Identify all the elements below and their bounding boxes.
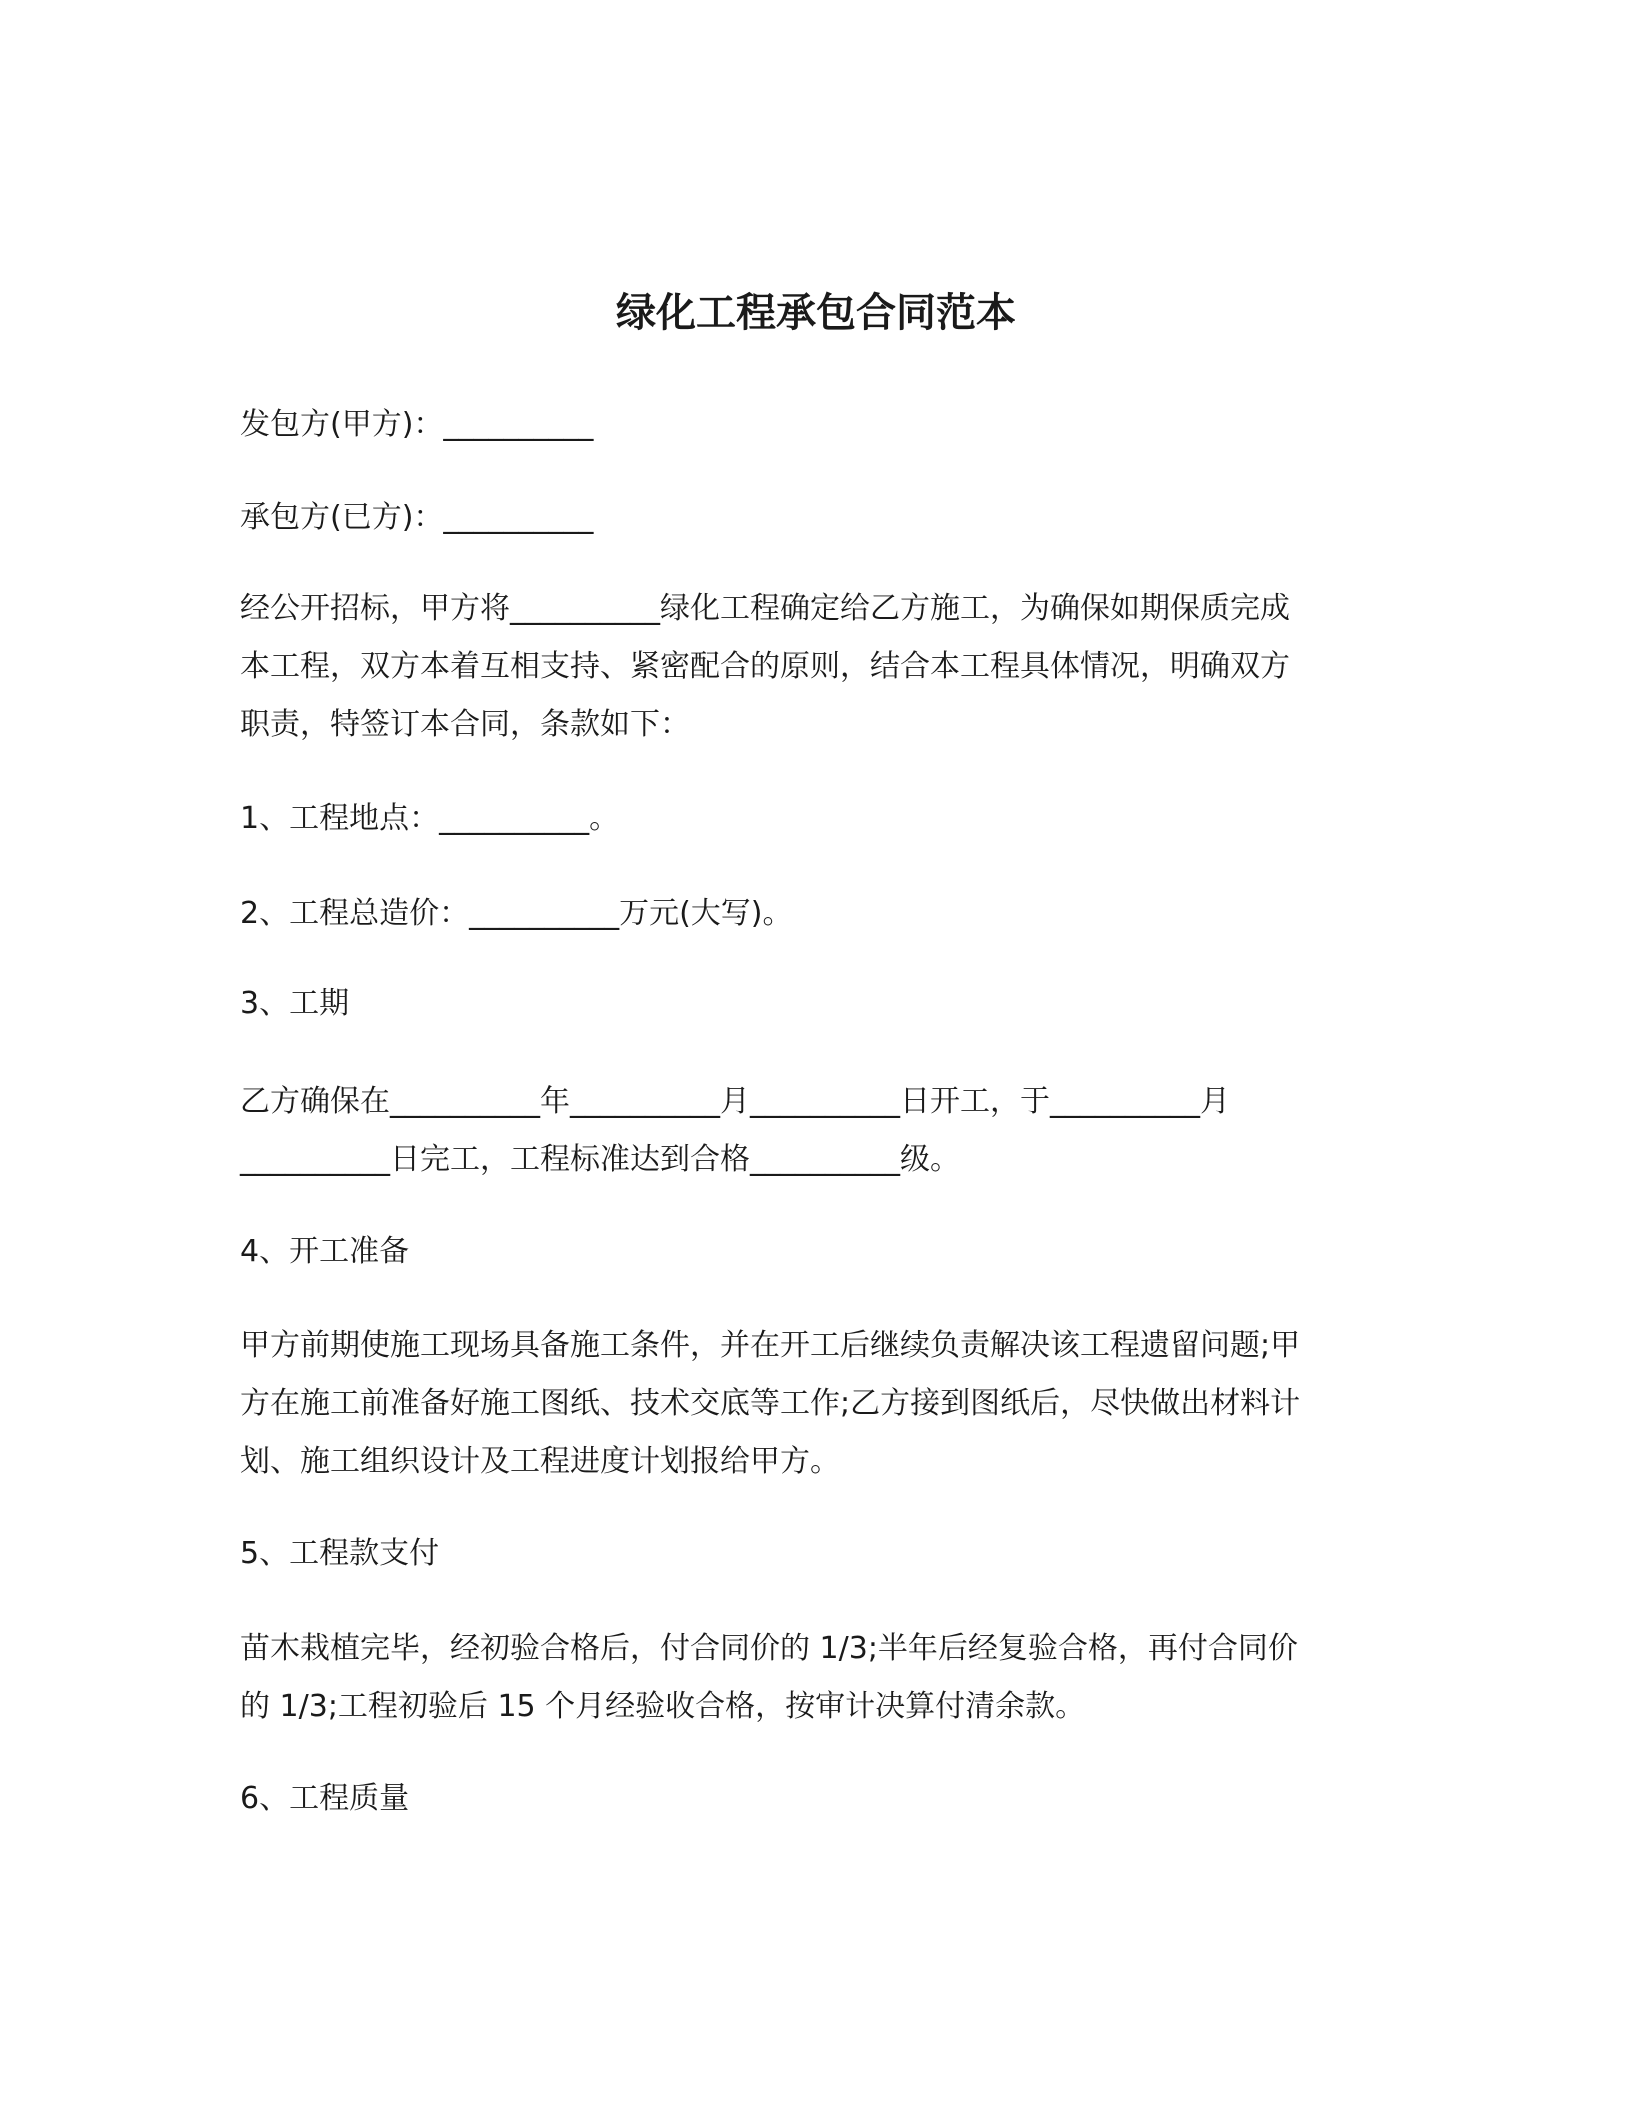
clause-3-line: __________日完工，工程标准达到合格__________级。	[240, 1142, 960, 1177]
clause-3-body	[240, 1073, 1370, 1189]
intro-line: 本工程，双方本着互相支持、紧密配合的原则，结合本工程具体情况，明确双方	[240, 649, 1290, 684]
intro-line: 经公开招标，甲方将__________绿化工程确定给乙方施工，为确保如期保质完成	[240, 591, 1290, 626]
clause-4-line: 甲方前期使施工现场具备施工条件，并在开工后继续负责解决该工程遗留问题;甲	[240, 1328, 1301, 1363]
party-a-line: 发包方(甲方)：__________	[240, 407, 594, 442]
clause-4-heading: 4、开工准备	[240, 1234, 410, 1269]
clause-1-location: 1、工程地点：__________。	[240, 801, 620, 836]
clause-4-line: 划、施工组织设计及工程进度计划报给甲方。	[240, 1444, 840, 1479]
intro-paragraph	[240, 580, 1370, 754]
clause-4-body	[240, 1317, 1370, 1491]
clause-6-heading: 6、工程质量	[240, 1781, 410, 1816]
clause-2-price: 2、工程总造价：__________万元(大写)。	[240, 896, 793, 931]
party-b-line: 承包方(已方)：__________	[240, 500, 594, 535]
clause-5-body	[240, 1620, 1370, 1736]
clause-5-line: 苗木栽植完毕，经初验合格后，付合同价的 1/3;半年后经复验合格，再付合同价	[240, 1631, 1298, 1666]
document-title: 绿化工程承包合同范本	[616, 290, 1016, 336]
intro-line: 职责，特签订本合同，条款如下：	[240, 707, 690, 742]
clause-4-line: 方在施工前准备好施工图纸、技术交底等工作;乙方接到图纸后，尽快做出材料计	[240, 1386, 1301, 1421]
clause-3-line: 乙方确保在__________年__________月__________日开工，于__________月	[240, 1084, 1230, 1119]
clause-5-line: 的 1/3;工程初验后 15 个月经验收合格，按审计决算付清余款。	[240, 1689, 1086, 1724]
clause-3-heading: 3、工期	[240, 986, 350, 1021]
clause-5-heading: 5、工程款支付	[240, 1536, 440, 1571]
